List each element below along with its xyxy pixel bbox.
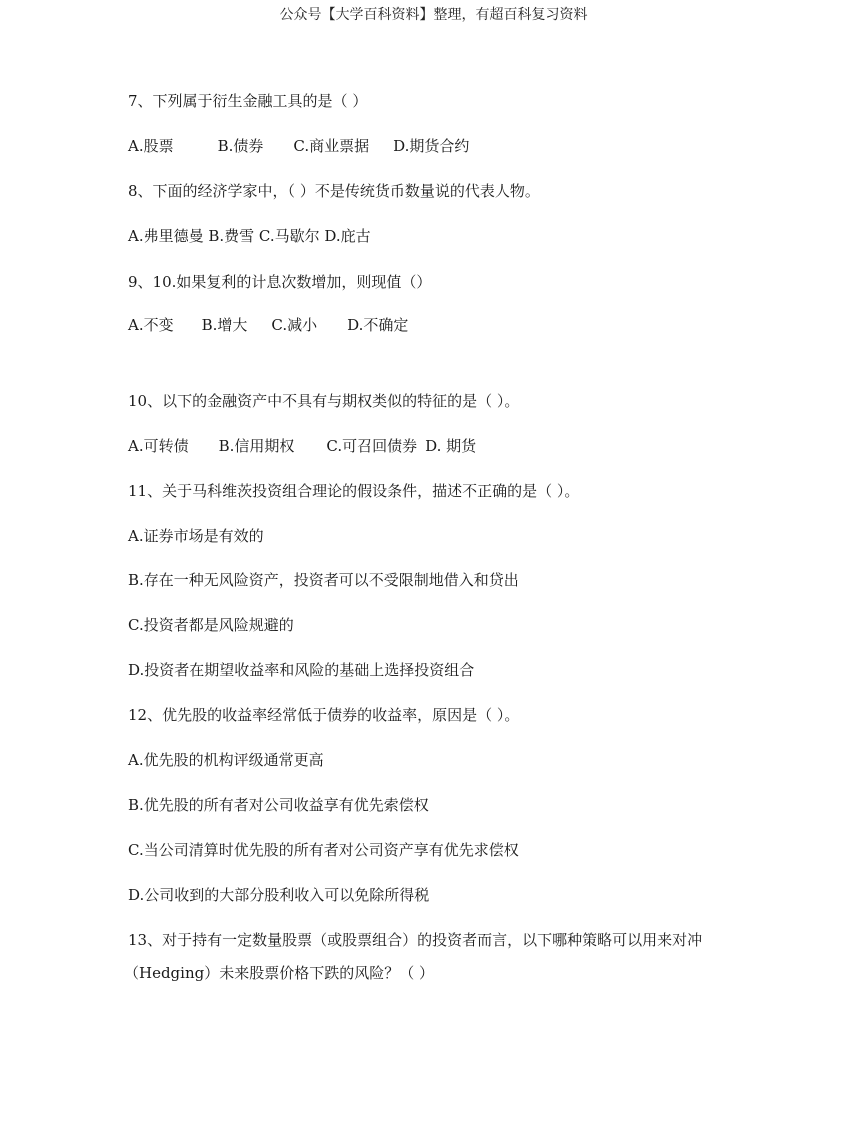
question-10-options xyxy=(128,435,476,456)
option-c: C.减小 xyxy=(271,316,318,334)
option-b: B.信用期权 xyxy=(218,437,295,455)
question-11-option-c: C.投资者都是风险规避的 xyxy=(128,616,294,634)
question-7-options xyxy=(128,135,469,156)
question-8-options: A.弗里德曼 B.费雪 C.马歇尔 D.庇古 xyxy=(128,227,371,245)
option-a: A.可转债 xyxy=(128,437,189,455)
question-10: 10、以下的金融资产中不具有与期权类似的特征的是（ ）。 xyxy=(128,392,520,410)
question-11-option-b: B.存在一种无风险资产，投资者可以不受限制地借入和贷出 xyxy=(128,571,519,589)
option-d: D. 期货 xyxy=(425,437,477,455)
question-9: 9、10.如果复利的计息次数增加，则现值（） xyxy=(128,273,432,291)
option-a: A.股票 xyxy=(128,137,174,155)
option-a: A.不变 xyxy=(128,316,174,334)
question-9-options xyxy=(128,314,408,335)
page-header: 公众号【大学百科资料】整理，有超百科复习资料 xyxy=(279,7,588,23)
question-13-line-1: 13、对于持有一定数量股票（或股票组合）的投资者而言，以下哪种策略可以用来对冲 xyxy=(128,931,703,949)
option-b: B.增大 xyxy=(201,316,248,334)
option-b: B.债券 xyxy=(217,137,264,155)
option-d: D.不确定 xyxy=(347,316,409,334)
option-c: C.可召回债券 xyxy=(326,437,418,455)
question-11-option-a: A.证券市场是有效的 xyxy=(128,527,264,545)
option-c: C.商业票据 xyxy=(293,137,370,155)
question-12-option-a: A.优先股的机构评级通常更高 xyxy=(128,751,324,769)
question-7: 7、下列属于衍生金融工具的是（ ） xyxy=(128,92,368,110)
option-d: D.期货合约 xyxy=(393,137,470,155)
question-8: 8、下面的经济学家中，（ ）不是传统货币数量说的代表人物。 xyxy=(128,182,540,200)
question-12-option-c: C.当公司清算时优先股的所有者对公司资产享有优先求偿权 xyxy=(128,841,519,859)
question-12-option-b: B.优先股的所有者对公司收益享有优先索偿权 xyxy=(128,796,429,814)
question-12-option-d: D.公司收到的大部分股利收入可以免除所得税 xyxy=(128,886,430,904)
question-11-option-d: D.投资者在期望收益率和风险的基础上选择投资组合 xyxy=(128,661,475,679)
question-11: 11、关于马科维茨投资组合理论的假设条件，描述不正确的是（ ）。 xyxy=(128,482,580,500)
question-12: 12、优先股的收益率经常低于债券的收益率，原因是（ ）。 xyxy=(128,706,520,724)
question-13-line-2: （Hedging）未来股票价格下跌的风险？（ ） xyxy=(124,964,434,982)
